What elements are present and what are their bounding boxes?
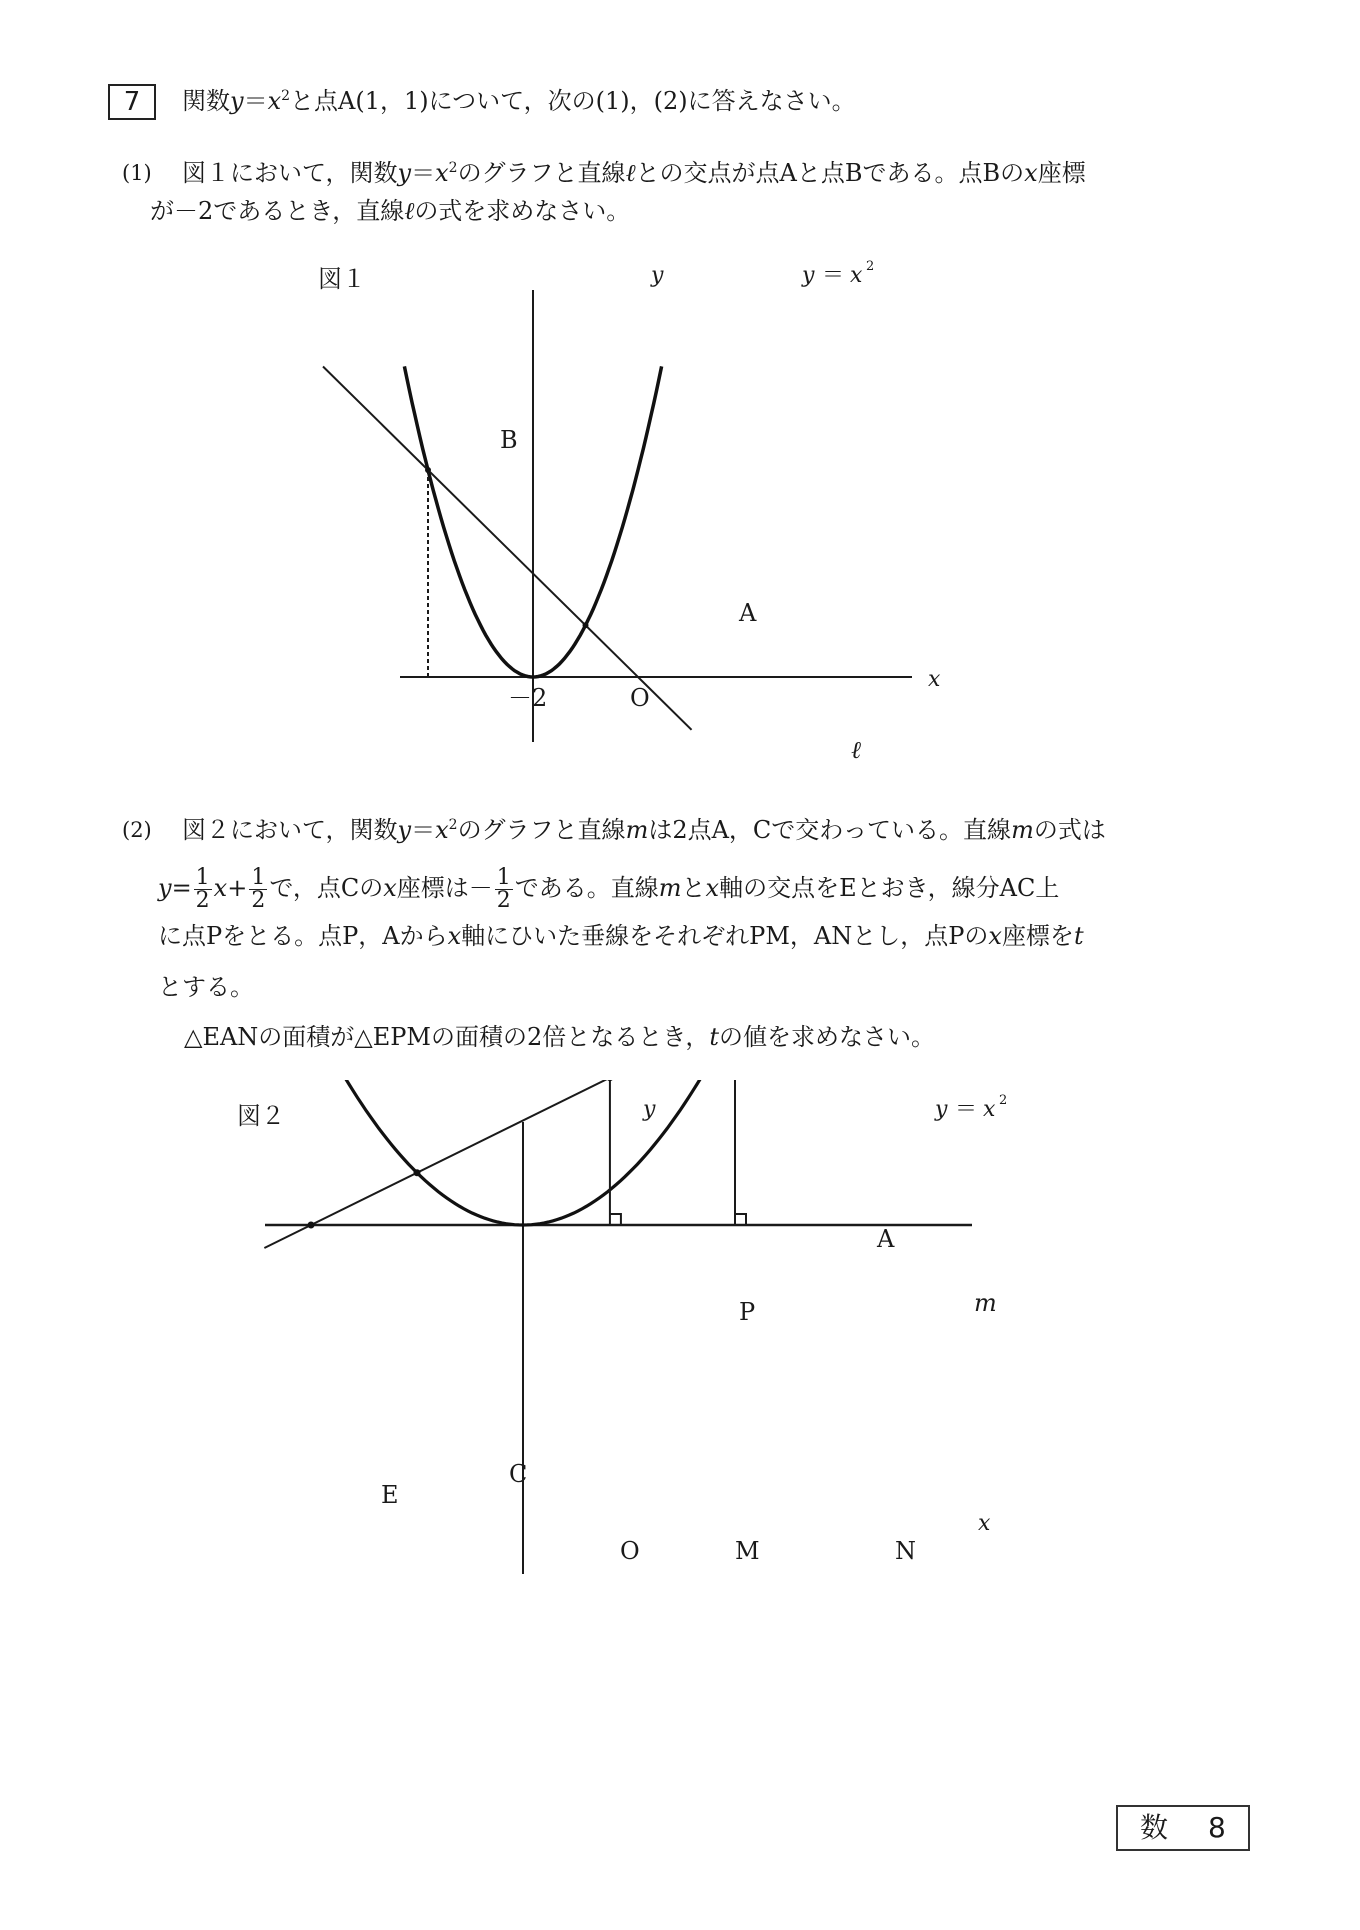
figure-2: [0, 1080, 1360, 1600]
figure2-line-m: [264, 1080, 779, 1248]
part2-line3: [158, 921, 1084, 951]
part1-label: (1): [122, 161, 152, 185]
part2-line2-text-a: で，点Cの: [269, 874, 384, 902]
figure2-right-angle-M: [610, 1214, 621, 1225]
part2-line3-var-x: x: [447, 922, 462, 950]
figure2-curve-label-y: y: [935, 1097, 948, 1122]
part1-line2-text-a: が－2であるとき，直線: [150, 197, 405, 225]
figure1-point-B-label: B: [500, 426, 518, 454]
figure2-line-label: m: [974, 1289, 997, 1317]
part1-fig-ref: 図１: [182, 159, 230, 187]
question-number-box: 7: [108, 84, 156, 120]
part2-var-m: m: [625, 816, 649, 844]
part2-text-b: のグラフと直線: [457, 816, 626, 844]
figure1-line-l: [323, 367, 692, 730]
fraction-half-3: [495, 867, 513, 912]
part2-line2-text-c: である。直線: [514, 874, 659, 902]
part2-line2-plus: +: [227, 874, 248, 902]
page-footer-box: [1116, 1805, 1250, 1851]
intro-text-2: と点A(1，1)について，次の(1)，(2)に答えなさい。: [290, 87, 856, 115]
fraction-half-1: [194, 867, 212, 912]
part2-line2: [158, 860, 1059, 916]
figure1-curve-label: [801, 259, 874, 288]
part1-text-b: のグラフと直線: [457, 159, 626, 187]
part1-line2-text-b: の式を求めなさい。: [414, 197, 631, 225]
fraction-2-denominator: 2: [251, 888, 266, 913]
figure2-origin-label: O: [620, 1537, 640, 1565]
figure2-point-P-dot: [606, 1080, 613, 1081]
figure1-y-axis-label: y: [651, 263, 664, 288]
part2-line2-var-x: x: [213, 874, 228, 902]
figure2-point-E-label: E: [381, 1481, 399, 1509]
part2-line2-equals: =: [171, 874, 192, 902]
figure2-point-C-label: C: [509, 1460, 528, 1488]
figure2-point-P-label: P: [739, 1298, 756, 1326]
figure2-point-N-label: N: [895, 1537, 916, 1565]
figure2-curve-label-exp: 2: [999, 1093, 1008, 1108]
part1-text-c: との交点が点Aと点Bである。点Bの: [635, 159, 1025, 187]
figure2-point-M-label: M: [735, 1537, 760, 1565]
part2-line5-var-t: t: [709, 1023, 719, 1051]
part2-equals: ＝: [411, 816, 436, 844]
part2-var-m2: m: [1011, 816, 1034, 844]
figure-1: [0, 0, 1360, 800]
fraction-3-denominator: 2: [496, 888, 511, 913]
part2-text-c: は2点A，Cで交わっている。直線: [648, 816, 1012, 844]
figure1-title: 図１: [318, 265, 366, 293]
part2-line5-text-b: の値を求めなさい。: [718, 1023, 935, 1051]
part1-var-x: x: [435, 159, 449, 187]
figure1-x-axis-label: x: [928, 667, 941, 692]
figure1-curve-label-eq: ＝: [822, 263, 845, 288]
figure2-point-A-label: A: [877, 1225, 895, 1253]
part1-line2-var-l: ℓ: [404, 197, 415, 225]
part2-line2-text-d: と: [681, 874, 706, 902]
part2-line2-var-x3: x: [705, 874, 720, 902]
intro-var-y: y: [230, 87, 244, 115]
part2-var-x: x: [435, 816, 449, 844]
intro-equals: ＝: [243, 87, 268, 115]
part2-line1: [182, 815, 1106, 845]
part2-line5: [184, 1022, 935, 1052]
figure1-curve-label-x: x: [850, 263, 863, 288]
footer-subject: 数: [1140, 1811, 1169, 1844]
part2-line5-text-a: △EANの面積が△EPMの面積の2倍となるとき，: [184, 1023, 710, 1051]
figure1-curve-label-y: y: [802, 263, 815, 288]
part2-line2-var-y: y: [158, 874, 172, 902]
part1-var-x2: x: [1024, 159, 1038, 187]
part2-text-d: の式は: [1033, 816, 1106, 844]
part2-label: (2): [122, 818, 152, 842]
part2-line4: とする。: [158, 973, 254, 1001]
part2-line3-var-t: t: [1073, 922, 1084, 950]
part2-exponent: 2: [448, 817, 458, 833]
figure2-point-E-dot: [308, 1222, 315, 1229]
figure1-line-label: ℓ: [851, 736, 861, 764]
part2-line3-var-x2: x: [988, 922, 1002, 950]
fraction-1-numerator: 1: [195, 865, 210, 890]
figure2-curve-label: [934, 1093, 1007, 1122]
part1-exponent: 2: [448, 160, 458, 176]
part1-equals: ＝: [411, 159, 436, 187]
fraction-2-numerator: 1: [251, 865, 266, 890]
part2-line3-text-c: 座標を: [1001, 922, 1074, 950]
figure2-point-C-dot: [414, 1169, 421, 1176]
part2-line3-text-b: 軸にひいた垂線をそれぞれPM，ANとし，点Pの: [461, 922, 989, 950]
fraction-half-2: [249, 867, 267, 912]
figure2-y-axis-label: y: [643, 1097, 656, 1122]
footer-page-number: 8: [1208, 1811, 1226, 1844]
part1-text-d: 座標: [1037, 159, 1086, 187]
figure1-tick-label: －2: [508, 684, 548, 712]
figure2-curve-label-eq: ＝: [955, 1097, 978, 1122]
figure2-title: 図２: [237, 1102, 285, 1130]
intro-text-1: 関数: [182, 87, 230, 115]
part2-line2-var-m: m: [658, 874, 682, 902]
fraction-3-numerator: 1: [496, 865, 511, 890]
part2-text-a: において，関数: [230, 816, 398, 844]
part2-line2-text-b: 座標は－: [396, 874, 493, 902]
part2-line2-text-e: 軸の交点をEとおき，線分AC上: [719, 874, 1060, 902]
part2-line2-var-x2: x: [383, 874, 397, 902]
figure1-point-B-dot: [425, 467, 431, 473]
part2-fig-ref: 図２: [182, 816, 230, 844]
part2-var-y: y: [397, 816, 412, 844]
figure2-x-axis-label: x: [978, 1511, 991, 1536]
figure1-curve-label-exp: 2: [866, 259, 875, 274]
figure2-right-angle-N: [735, 1214, 746, 1225]
part1-text-a: において，関数: [230, 159, 398, 187]
figure2-curve-label-x: x: [983, 1097, 996, 1122]
part1-var-l: ℓ: [625, 159, 636, 187]
fraction-1-denominator: 2: [195, 888, 210, 913]
figure1-point-A-dot: [583, 622, 589, 628]
intro-exponent: 2: [281, 88, 291, 104]
intro-var-x: x: [267, 87, 282, 115]
part1-var-y: y: [397, 159, 412, 187]
figure1-origin-label: O: [630, 684, 650, 712]
part2-line3-text-a: に点Pをとる。点P，Aから: [158, 922, 448, 950]
figure1-point-A-label: A: [739, 599, 757, 627]
